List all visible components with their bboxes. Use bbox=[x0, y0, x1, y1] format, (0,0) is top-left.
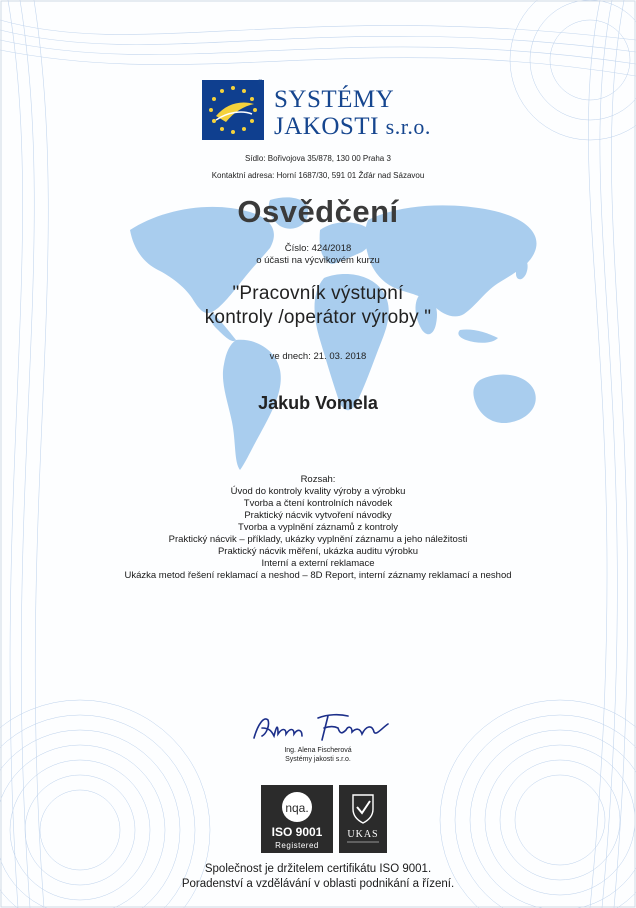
scope-item: Úvod do kontroly kvality výroby a výrobku bbox=[230, 486, 406, 497]
scope-item: Tvorba a čtení kontrolních návodek bbox=[243, 498, 393, 509]
scope-item: Tvorba a vyplnění záznamů z kontroly bbox=[238, 522, 398, 533]
company-name-line1: SYSTÉMY bbox=[274, 86, 395, 113]
iso-main-text: ISO 9001 bbox=[271, 825, 323, 839]
footer-line2: Poradenství a vzdělávání v oblasti podnikání a řízení. bbox=[181, 878, 455, 890]
company-logo-icon bbox=[202, 80, 264, 140]
course-name-line1: "Pracovník výstupní bbox=[232, 283, 404, 304]
recipient-name: Jakub Vomela bbox=[258, 393, 378, 413]
address-contact: Kontaktní adresa: Horní 1687/30, 591 01 Žďár nad Sázavou bbox=[211, 171, 425, 180]
world-map-watermark bbox=[120, 190, 550, 490]
ukas-logo-text: UKAS bbox=[347, 829, 379, 840]
scope-heading: Rozsah: bbox=[300, 474, 336, 485]
course-name-line2: kontroly /operátor výroby " bbox=[204, 307, 432, 328]
address-seat: Sídlo: Bořivojova 35/878, 130 00 Praha 3 bbox=[245, 154, 391, 163]
ukas-badge-icon bbox=[339, 785, 387, 853]
course-date: ve dnech: 21. 03. 2018 bbox=[269, 351, 367, 362]
signatory-company: Systémy jakosti s.r.o. bbox=[285, 756, 351, 763]
company-logo bbox=[202, 80, 264, 140]
registered-mark: ® bbox=[258, 80, 263, 86]
scope-item: Praktický nácvik – příklady, ukázky vyplnění záznamu a jeho náležitosti bbox=[168, 534, 468, 545]
iso-logo-text: nqa. bbox=[285, 801, 309, 815]
iso-9001-badge bbox=[261, 785, 333, 853]
footer-line1: Společnost je držitelem certifikátu ISO 9001. bbox=[204, 863, 432, 875]
company-name-jakosti: JAKOSTI bbox=[274, 113, 379, 140]
scope-section bbox=[0, 474, 636, 582]
scope-item: Praktický nácvik měření, ukázka auditu výrobku bbox=[217, 546, 419, 557]
company-name-line2 bbox=[274, 113, 474, 140]
certificate-title: Osvědčení bbox=[237, 194, 399, 229]
signatory-name: Ing. Alena Fischerová bbox=[284, 747, 352, 754]
participation-text: o účasti na výcvikovém kurzu bbox=[256, 255, 380, 266]
certificate-number: Číslo: 424/2018 bbox=[284, 243, 352, 254]
iso-sub-text: Registered bbox=[275, 841, 319, 850]
ukas-badge bbox=[339, 785, 387, 853]
scope-item: Interní a externí reklamace bbox=[261, 558, 375, 569]
handwritten-signature bbox=[248, 706, 398, 746]
company-name bbox=[274, 86, 474, 140]
scope-item: Praktický nácvik vytvoření návodky bbox=[244, 510, 392, 521]
company-name-suffix: s.r.o. bbox=[385, 114, 431, 139]
scope-item: Ukázka metod řešení reklamací a neshod – 8D Report, interní záznamy reklamací a neshod bbox=[124, 570, 512, 581]
iso-badge-icon bbox=[261, 785, 333, 853]
